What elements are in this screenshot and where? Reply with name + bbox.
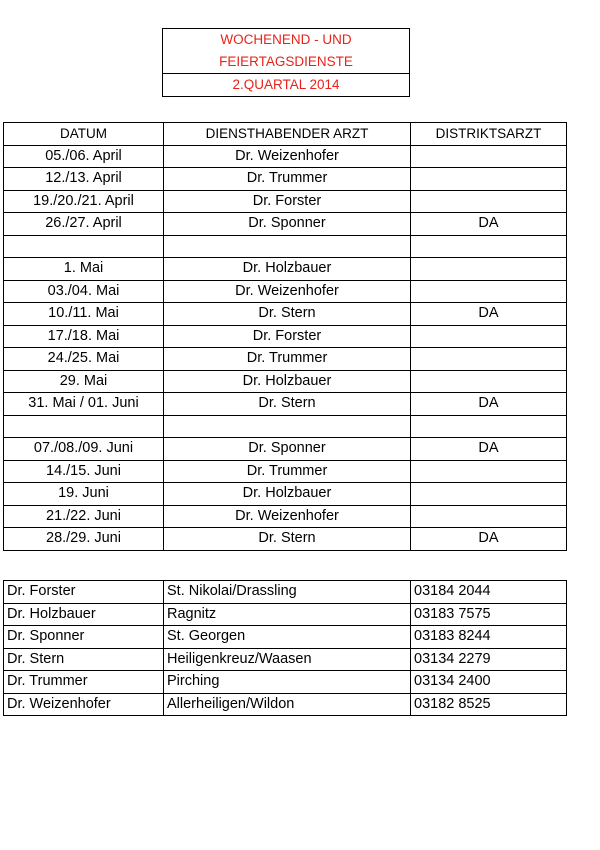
date-cell: 05./06. April [4,145,164,168]
contact-name-cell: Dr. Trummer [4,671,164,694]
district-doctor-cell: DA [411,213,567,236]
contact-name-cell: Dr. Weizenhofer [4,693,164,716]
contact-row [4,648,567,671]
schedule-header-row [4,123,567,146]
contacts-table [3,580,567,716]
contact-location-cell: Ragnitz [164,603,411,626]
contact-row [4,693,567,716]
doctor-cell: Dr. Weizenhofer [164,505,411,528]
contact-location-cell: Allerheiligen/Wildon [164,693,411,716]
schedule-row [4,505,567,528]
district-doctor-cell [411,258,567,281]
doctor-cell: Dr. Weizenhofer [164,280,411,303]
contact-row [4,603,567,626]
title-line-1: WOCHENEND - UND [220,32,352,47]
doctor-cell: Dr. Forster [164,190,411,213]
contact-location-cell: St. Nikolai/Drassling [164,581,411,604]
contact-row [4,671,567,694]
schedule-table [3,122,567,551]
separator-cell [411,235,567,258]
contact-location-cell: Heiligenkreuz/Waasen [164,648,411,671]
doctor-cell: Dr. Stern [164,303,411,326]
contact-phone-cell: 03182 8525 [411,693,567,716]
district-doctor-cell [411,483,567,506]
schedule-row [4,258,567,281]
schedule-row [4,370,567,393]
doctor-cell: Dr. Stern [164,528,411,551]
district-doctor-cell [411,348,567,371]
date-cell: 31. Mai / 01. Juni [4,393,164,416]
district-doctor-cell: DA [411,393,567,416]
title-line-2: FEIERTAGSDIENSTE [219,54,353,69]
schedule-row [4,483,567,506]
date-cell: 21./22. Juni [4,505,164,528]
doctor-cell: Dr. Sponner [164,213,411,236]
date-cell: 24./25. Mai [4,348,164,371]
date-cell: 10./11. Mai [4,303,164,326]
doctor-cell: Dr. Trummer [164,460,411,483]
separator-cell [411,415,567,438]
date-cell: 07./08./09. Juni [4,438,164,461]
title-box [162,28,410,97]
contact-name-cell: Dr. Forster [4,581,164,604]
arzt-header: DIENSTHABENDER ARZT [164,123,411,146]
schedule-row [4,145,567,168]
district-doctor-cell [411,280,567,303]
schedule-row [4,280,567,303]
district-doctor-cell: DA [411,438,567,461]
district-doctor-cell: DA [411,303,567,326]
doctor-cell: Dr. Holzbauer [164,483,411,506]
date-cell: 1. Mai [4,258,164,281]
contact-phone-cell: 03134 2279 [411,648,567,671]
district-doctor-cell [411,190,567,213]
date-cell: 17./18. Mai [4,325,164,348]
contact-name-cell: Dr. Stern [4,648,164,671]
date-cell: 19. Juni [4,483,164,506]
schedule-row [4,213,567,236]
contact-row [4,626,567,649]
schedule-row [4,303,567,326]
distriktsarzt-header: DISTRIKTSARZT [411,123,567,146]
district-doctor-cell [411,460,567,483]
district-doctor-cell [411,168,567,191]
district-doctor-cell [411,505,567,528]
district-doctor-cell [411,145,567,168]
date-cell: 26./27. April [4,213,164,236]
contact-name-cell: Dr. Holzbauer [4,603,164,626]
doctor-cell: Dr. Trummer [164,168,411,191]
contact-phone-cell: 03183 7575 [411,603,567,626]
contact-phone-cell: 03184 2044 [411,581,567,604]
contact-phone-cell: 03183 8244 [411,626,567,649]
doctor-cell: Dr. Sponner [164,438,411,461]
schedule-row [4,438,567,461]
doctor-cell: Dr. Holzbauer [164,258,411,281]
schedule-row [4,325,567,348]
contact-location-cell: St. Georgen [164,626,411,649]
doctor-cell: Dr. Holzbauer [164,370,411,393]
date-cell: 19./20./21. April [4,190,164,213]
separator-cell [164,415,411,438]
separator-cell [4,415,164,438]
district-doctor-cell: DA [411,528,567,551]
month-separator-row [4,415,567,438]
month-separator-row [4,235,567,258]
doctor-cell: Dr. Weizenhofer [164,145,411,168]
district-doctor-cell [411,370,567,393]
schedule-row [4,168,567,191]
doctor-cell: Dr. Stern [164,393,411,416]
date-cell: 12./13. April [4,168,164,191]
doctor-cell: Dr. Trummer [164,348,411,371]
schedule-row [4,528,567,551]
date-cell: 14./15. Juni [4,460,164,483]
district-doctor-cell [411,325,567,348]
schedule-row [4,348,567,371]
date-cell: 28./29. Juni [4,528,164,551]
date-cell: 03./04. Mai [4,280,164,303]
title-line-3: 2.QUARTAL 2014 [163,73,409,96]
contact-row [4,581,567,604]
schedule-row [4,393,567,416]
datum-header: DATUM [4,123,164,146]
contact-name-cell: Dr. Sponner [4,626,164,649]
date-cell: 29. Mai [4,370,164,393]
schedule-row [4,460,567,483]
schedule-row [4,190,567,213]
contact-phone-cell: 03134 2400 [411,671,567,694]
separator-cell [164,235,411,258]
contact-location-cell: Pirching [164,671,411,694]
doctor-cell: Dr. Forster [164,325,411,348]
separator-cell [4,235,164,258]
